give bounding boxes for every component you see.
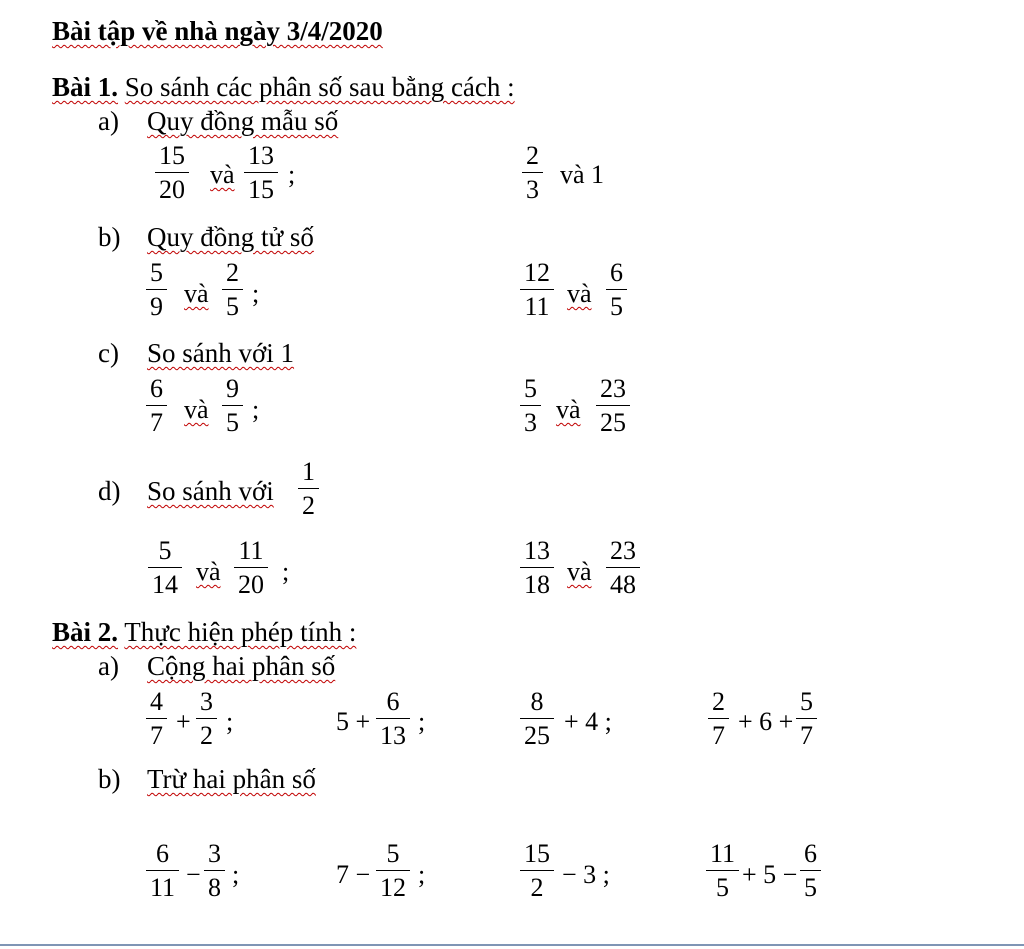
numerator: 3 — [208, 839, 221, 868]
semicolon: ; — [252, 279, 260, 308]
word-va: và — [556, 395, 581, 424]
fraction — [520, 375, 541, 437]
denominator: 25 — [600, 408, 626, 437]
denominator: 2 — [302, 491, 315, 520]
numerator: 6 — [150, 374, 163, 403]
fraction — [298, 458, 319, 520]
semicolon: ; — [288, 160, 296, 189]
fraction-bar — [520, 718, 554, 719]
numerator: 2 — [226, 258, 239, 287]
item-1d-text: So sánh với — [147, 476, 274, 506]
page-title: Bài tập về nhà ngày 3/4/2020 — [52, 16, 383, 46]
expression-prefix: 5 + — [336, 707, 371, 736]
fraction — [155, 142, 189, 204]
fraction — [376, 688, 410, 750]
word-va: và — [567, 557, 592, 586]
denominator: 5 — [226, 408, 239, 437]
exercise-1-text: So sánh các phân số sau bằng cách : — [124, 72, 515, 102]
fraction — [234, 537, 268, 599]
denominator: 20 — [159, 175, 185, 204]
semicolon: ; — [232, 860, 240, 889]
item-1a-marker: a) — [98, 106, 119, 136]
fraction-bar — [146, 718, 167, 719]
fraction-bar — [606, 289, 627, 290]
denominator: 2 — [530, 873, 544, 902]
numerator: 11 — [238, 536, 264, 565]
fraction — [376, 840, 410, 902]
fraction-bar — [146, 289, 167, 290]
denominator: 5 — [716, 873, 730, 902]
item-2b-text: Trừ hai phân số — [147, 764, 316, 794]
numerator: 15 — [524, 839, 550, 868]
semicolon: ; — [282, 557, 290, 586]
numerator: 4 — [150, 687, 163, 716]
numerator: 8 — [530, 687, 544, 716]
fraction-bar — [376, 718, 410, 719]
fraction-bar — [708, 718, 729, 719]
numerator: 5 — [386, 839, 400, 868]
expression-suffix: + 4 ; — [564, 707, 612, 736]
fraction — [520, 688, 554, 750]
fraction — [800, 840, 821, 902]
fraction-bar — [520, 567, 554, 568]
fraction-bar — [606, 567, 640, 568]
denominator: 8 — [208, 873, 221, 902]
denominator: 2 — [200, 721, 213, 750]
numerator: 2 — [712, 687, 725, 716]
fraction-bar — [155, 172, 189, 173]
fraction — [148, 537, 182, 599]
denominator: 3 — [524, 408, 537, 437]
denominator: 5 — [226, 292, 239, 321]
text-va-1: và 1 — [560, 160, 605, 189]
denominator: 20 — [238, 570, 264, 599]
item-1d-marker: d) — [98, 476, 121, 506]
item-2b-marker: b) — [98, 764, 121, 794]
fraction-bar — [522, 172, 543, 173]
numerator: 15 — [159, 141, 185, 170]
numerator: 9 — [226, 374, 239, 403]
expression-prefix: 7 − — [336, 860, 371, 889]
fraction-bar — [146, 870, 179, 871]
item-1b-marker: b) — [98, 222, 121, 252]
denominator: 11 — [524, 292, 550, 321]
denominator: 9 — [150, 292, 163, 321]
item-1c-text: So sánh với 1 — [147, 338, 295, 368]
fraction-bar — [244, 172, 278, 173]
fraction — [606, 537, 640, 599]
fraction-bar — [376, 870, 410, 871]
exercise-1-heading — [52, 72, 515, 102]
denominator: 3 — [526, 175, 539, 204]
expression-middle: + 6 + — [738, 707, 794, 736]
denominator: 11 — [150, 873, 176, 902]
fraction-bar — [146, 405, 167, 406]
fraction-bar — [520, 405, 541, 406]
denominator: 48 — [610, 570, 636, 599]
page-bottom-border — [0, 944, 1024, 946]
fraction — [706, 840, 739, 902]
fraction-bar — [796, 718, 817, 719]
fraction — [596, 375, 630, 437]
exercise-1-label: Bài 1. — [52, 72, 119, 102]
numerator: 6 — [156, 839, 170, 868]
denominator: 7 — [712, 721, 725, 750]
word-va: và — [567, 279, 592, 308]
fraction-bar — [800, 870, 821, 871]
fraction-bar — [520, 870, 554, 871]
numerator: 13 — [524, 536, 550, 565]
denominator: 7 — [150, 721, 163, 750]
fraction — [146, 688, 167, 750]
fraction — [520, 537, 554, 599]
numerator: 5 — [524, 374, 537, 403]
expression-suffix: − 3 ; — [562, 860, 610, 889]
numerator: 6 — [804, 839, 817, 868]
expression-middle: + 5 − — [742, 860, 798, 889]
fraction — [146, 259, 167, 321]
fraction-bar — [520, 289, 554, 290]
numerator: 12 — [524, 258, 550, 287]
denominator: 15 — [248, 175, 274, 204]
fraction-bar — [298, 488, 319, 489]
exercise-2-label: Bài 2. — [52, 617, 119, 647]
semicolon: ; — [418, 860, 426, 889]
fraction-bar — [222, 289, 243, 290]
denominator: 5 — [804, 873, 817, 902]
denominator: 12 — [380, 873, 406, 902]
numerator: 5 — [158, 536, 172, 565]
numerator: 6 — [610, 258, 623, 287]
denominator: 5 — [610, 292, 623, 321]
numerator: 3 — [200, 687, 213, 716]
denominator: 25 — [524, 721, 550, 750]
denominator: 7 — [150, 408, 163, 437]
exercise-2-text: Thực hiện phép tính : — [124, 617, 357, 647]
item-2a-text: Cộng hai phân số — [147, 651, 336, 681]
fraction-bar — [204, 870, 225, 871]
numerator: 6 — [386, 687, 400, 716]
minus-sign: − — [186, 860, 201, 889]
denominator: 7 — [800, 721, 813, 750]
numerator: 5 — [150, 258, 163, 287]
fraction-bar — [596, 405, 630, 406]
exercise-2-heading — [52, 617, 356, 647]
numerator: 11 — [710, 839, 736, 868]
fraction-bar — [196, 718, 217, 719]
numerator: 5 — [800, 687, 813, 716]
numerator: 23 — [600, 374, 626, 403]
numerator: 23 — [610, 536, 636, 565]
fraction — [244, 142, 278, 204]
word-va: và — [196, 557, 221, 586]
denominator: 13 — [380, 721, 406, 750]
fraction — [196, 688, 217, 750]
numerator: 13 — [248, 141, 274, 170]
fraction — [522, 142, 543, 204]
fraction — [708, 688, 729, 750]
fraction — [222, 375, 243, 437]
word-va: và — [184, 279, 209, 308]
fraction — [204, 840, 225, 902]
plus-sign: + — [176, 707, 191, 736]
item-2a-marker: a) — [98, 651, 119, 681]
fraction — [146, 840, 179, 902]
numerator: 1 — [302, 457, 315, 486]
denominator: 14 — [152, 570, 178, 599]
fraction — [222, 259, 243, 321]
word-va: và — [210, 160, 235, 189]
semicolon: ; — [418, 707, 426, 736]
item-1c-marker: c) — [98, 338, 119, 368]
denominator: 18 — [524, 570, 550, 599]
fraction — [796, 688, 817, 750]
fraction-bar — [222, 405, 243, 406]
fraction-bar — [706, 870, 739, 871]
fraction-bar — [148, 567, 182, 568]
fraction — [606, 259, 627, 321]
fraction — [520, 259, 554, 321]
numerator: 2 — [526, 141, 539, 170]
word-va: và — [184, 395, 209, 424]
fraction — [520, 840, 554, 902]
semicolon: ; — [252, 395, 260, 424]
fraction-bar — [234, 567, 268, 568]
semicolon: ; — [226, 707, 234, 736]
fraction — [146, 375, 167, 437]
item-1a-text: Quy đồng mẫu số — [147, 106, 339, 136]
item-1b-text: Quy đồng tử số — [147, 222, 314, 252]
